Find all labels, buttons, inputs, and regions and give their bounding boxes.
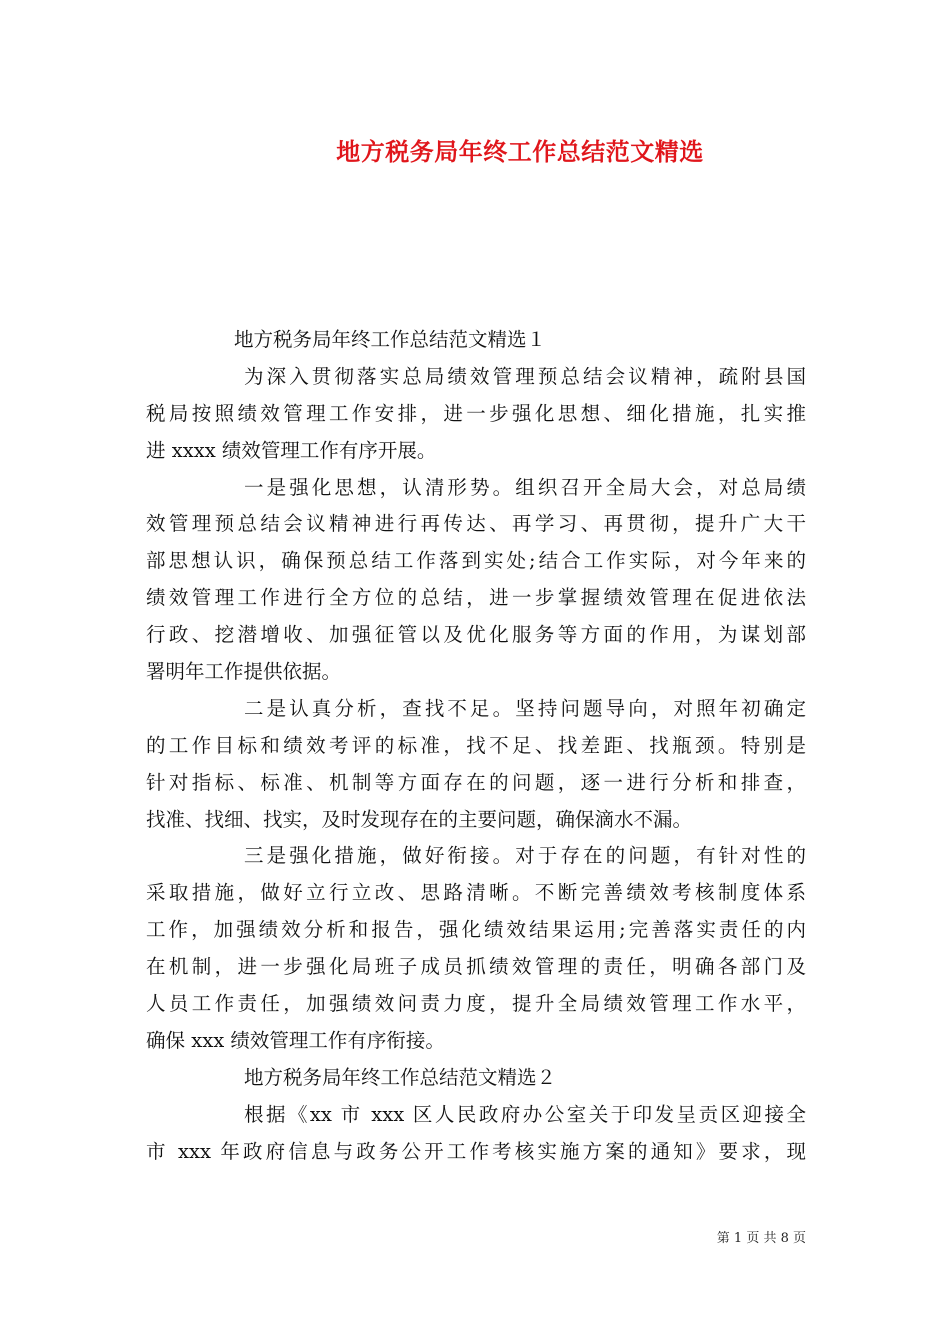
text-line: 确保 xxx 绩效管理工作有序衔接。	[146, 1028, 445, 1052]
document-title: 地方税务局年终工作总结范文精选	[336, 137, 704, 166]
text-line: 一是强化思想，认清形势。组织召开全局大会，对总局绩	[244, 475, 806, 499]
page-number-footer: 第 1 页 共 8 页	[716, 1231, 806, 1246]
text-line: 找准、找细、找实，及时发现存在的主要问题，确保滴水不漏。	[146, 807, 693, 831]
text-line: 为深入贯彻落实总局绩效管理预总结会议精神，疏附县国	[244, 364, 806, 388]
text-line: 二是认真分析，查找不足。坚持问题导向，对照年初确定	[244, 696, 806, 720]
text-line: 部思想认识，确保预总结工作落到实处;结合工作实际，对今年来的	[146, 549, 806, 573]
text-line: 三是强化措施，做好衔接。对于存在的问题，有针对性的	[244, 844, 806, 868]
text-line: 效管理预总结会议精神进行再传达、再学习、再贯彻，提升广大干	[146, 512, 806, 536]
text-line: 根据《xx 市 xxx 区人民政府办公室关于印发呈贡区迎接全	[244, 1102, 806, 1126]
text-line: 采取措施，做好立行立改、思路清晰。不断完善绩效考核制度体系	[146, 881, 806, 905]
text-line: 人员工作责任，加强绩效问责力度，提升全局绩效管理工作水平，	[146, 992, 806, 1016]
text-line: 在机制，进一步强化局班子成员抓绩效管理的责任，明确各部门及	[146, 955, 806, 979]
text-line: 地方税务局年终工作总结范文精选１	[234, 328, 547, 351]
text-line: 市 xxx 年政府信息与政务公开工作考核实施方案的通知》要求，现	[146, 1139, 806, 1163]
text-line: 进 xxxx 绩效管理工作有序开展。	[146, 438, 437, 462]
document-body	[146, 322, 806, 1170]
text-line: 署明年工作提供依据。	[146, 660, 342, 684]
text-line: 地方税务局年终工作总结范文精选２	[244, 1065, 557, 1089]
text-line: 工作，加强绩效分析和报告，强化绩效结果运用;完善落实责任的内	[146, 918, 806, 942]
text-line: 绩效管理工作进行全方位的总结，进一步掌握绩效管理在促进依法	[146, 586, 806, 610]
text-line: 行政、挖潜增收、加强征管以及优化服务等方面的作用，为谋划部	[146, 623, 806, 647]
text-line: 税局按照绩效管理工作安排，进一步强化思想、细化措施，扎实推	[146, 401, 806, 425]
text-line: 的工作目标和绩效考评的标准，找不足、找差距、找瓶颈。特别是	[146, 733, 806, 757]
text-line: 针对指标、标准、机制等方面存在的问题，逐一进行分析和排查，	[146, 770, 806, 794]
